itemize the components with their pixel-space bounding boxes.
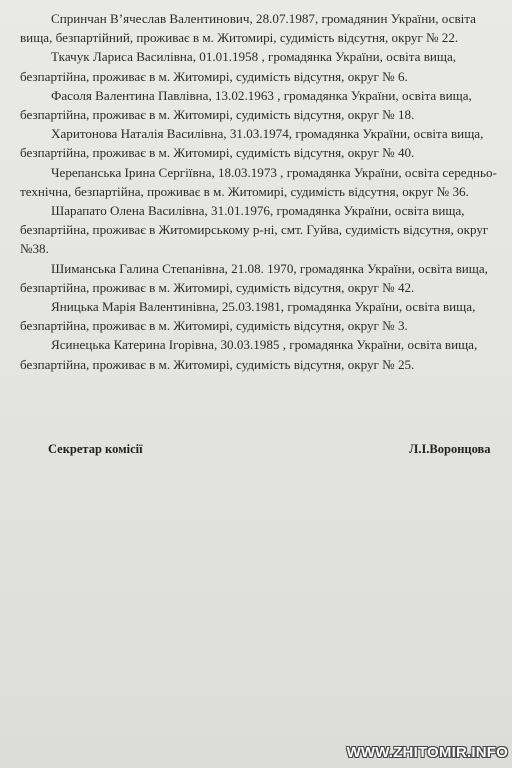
entry-first-line: Ткачук Лариса Василівна, 01.01.1958 , громадянка України, освіта вища, (51, 49, 457, 65)
entry-continuation-line: безпартійна, проживає в м. Житомирі, судимість відсутня, округ № 25. (20, 356, 415, 372)
entry-continuation-line: №38. (20, 241, 49, 257)
entry-first-line: Яницька Марія Валентинівна, 25.03.1981, громадянка України, освіта вища, (51, 299, 476, 314)
entry-continuation-line: технічна, безпартійна, проживає в м. Житомирі, судимість відсутня, округ № 36. (20, 183, 469, 199)
entry-continuation-line: безпартійна, проживає в м. Житомирі, судимість відсутня, округ № 42. (20, 279, 415, 295)
entry-continuation-line: безпартійна, проживає в Житомирському р-ні, смт. Гуйва, судимість відсутня, округ (20, 222, 489, 238)
entry-first-line: Спринчан В’ячеслав Валентинович, 28.07.1987, громадянин України, освіта (51, 11, 476, 26)
entry-first-line: Харитонова Наталія Василівна, 31.03.1974, громадянка України, освіта вища, (51, 126, 484, 142)
entry-continuation-line: безпартійна, проживає в м. Житомирі, судимість відсутня, округ № 18. (20, 107, 415, 122)
entry-first-line: Фасоля Валентина Павлівна, 13.02.1963 , громадянка України, освіта вища, (51, 87, 472, 103)
signature-name: Л.І.Воронцова (409, 442, 491, 456)
entry-first-line: Черепанська Ірина Сергіївна, 18.03.1973 , громадянка України, освіта середньо- (51, 164, 497, 180)
entry-first-line: Ясинецька Катерина Ігорівна, 30.03.1985 , громадянка України, освіта вища, (51, 337, 478, 353)
entry-continuation-line: безпартійна, проживає в м. Житомирі, судимість відсутня, округ № 40. (20, 145, 415, 161)
entry-first-line: Шарапато Олена Василівна, 31.01.1976, громадянка України, освіта вища, (51, 203, 465, 218)
entry-continuation-line: вища, безпартійний, проживає в м. Житомирі, судимість відсутня, округ № 22. (20, 30, 459, 46)
entry-continuation-line: безпартійна, проживає в м. Житомирі, судимість відсутня, округ № 3. (20, 318, 408, 334)
entry-continuation-line: безпартійна, проживає в м. Житомирі, судимість відсутня, округ № 6. (20, 68, 408, 84)
signature-title: Секретар комісії (48, 442, 143, 456)
entry-first-line: Шиманська Галина Степанівна, 21.08. 1970, громадянка України, освіта вища, (51, 260, 488, 276)
site-watermark: WWW.ZHITOMIR.INFO (346, 744, 508, 761)
